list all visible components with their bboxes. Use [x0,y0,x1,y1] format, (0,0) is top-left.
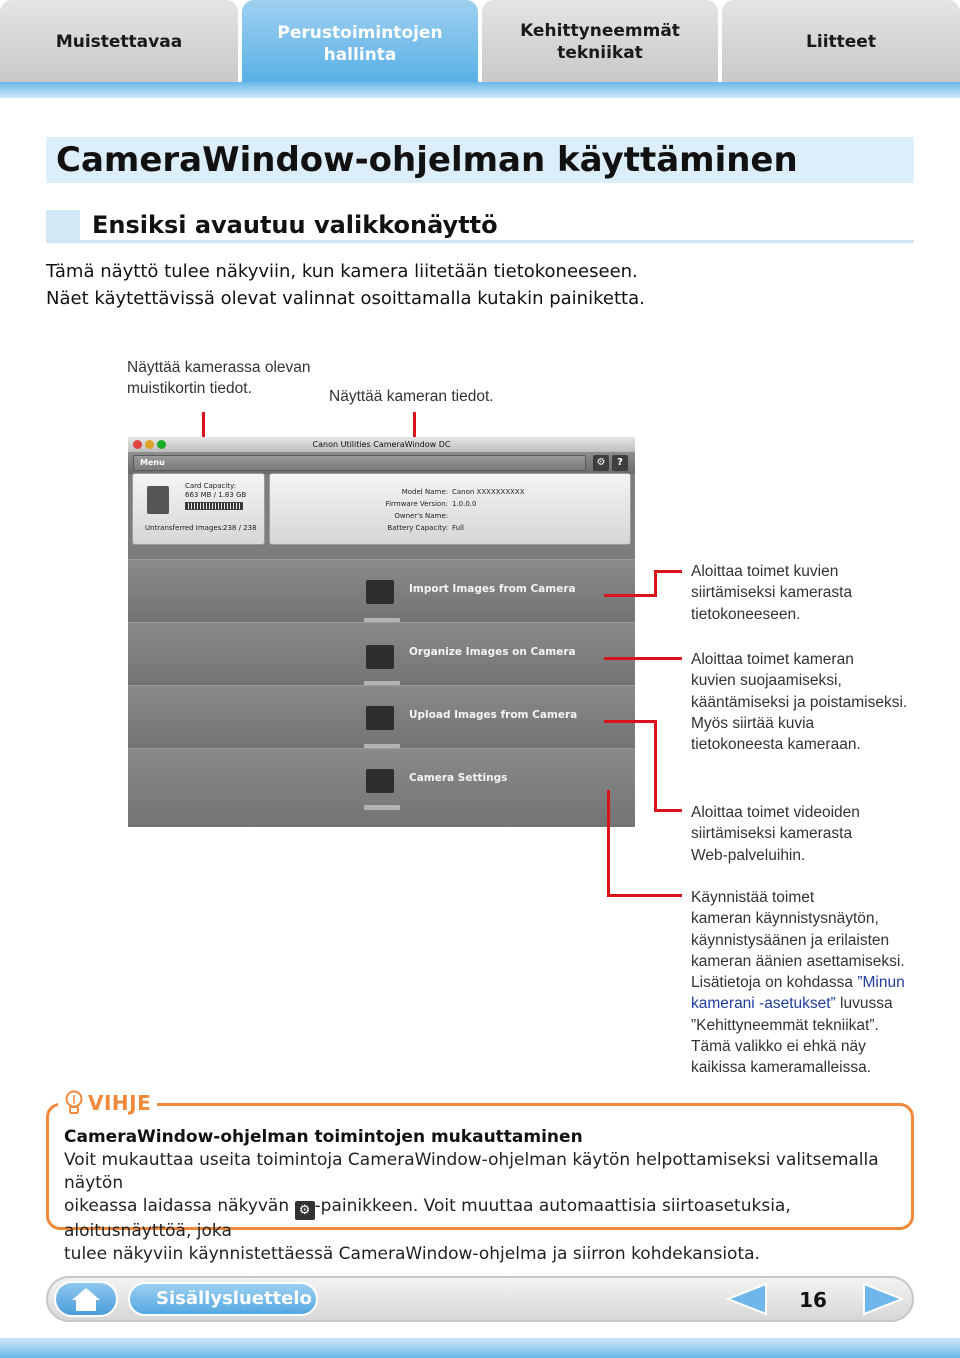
callout-line: siirtämiseksi kamerasta [691,825,853,843]
previous-page-arrow-icon[interactable] [722,1280,772,1318]
lightbulb-icon [64,1090,84,1116]
section-heading-block [46,210,914,243]
hint-tag [58,1088,157,1118]
callout-line: Myös siirtää kuvia [691,714,815,732]
callout-line: Aloittaa toimet videoiden [691,804,860,821]
tab-label: Liitteet [806,32,876,52]
tab-liitteet[interactable] [722,0,960,84]
import-images-row[interactable] [128,559,635,622]
zoom-dot-icon[interactable] [157,440,166,449]
intro-text [46,258,906,312]
tab-underline [0,82,960,98]
battery-value: Full [452,524,464,532]
callout-line: käynnistysäänen ja erilaisten [691,931,890,949]
my-camera-settings-link[interactable]: ”Minun [857,974,905,992]
app-window-title: Canon Utilities CameraWindow DC [312,440,451,449]
card-capacity-value: 663 MB / 1.83 GB [185,491,247,499]
callout-line: Aloittaa toimet kameran [691,651,854,668]
callout-camera-info: Näyttää kameran tiedot. [329,388,494,405]
card-capacity-label: Card Capacity: [185,482,237,490]
tab-perustoimintojen-hallinta[interactable] [242,0,478,88]
page-number: 16 [799,1288,827,1312]
row-divider-grip [364,805,400,810]
function-label: Import Images from Camera [409,583,576,595]
app-toolbar [128,452,635,474]
callout-organize [691,649,907,755]
menu-button[interactable]: Menu [133,455,586,471]
callout-line: kuvien suojaamiseksi, [691,672,842,690]
firmware-label: Firmware Version: [385,500,448,508]
minimize-dot-icon[interactable] [145,440,154,449]
memory-card-icon [147,486,169,514]
callout-text: luvussa [835,995,893,1013]
upload-icon [366,706,394,730]
callout-line-upload-v [654,720,657,812]
camera-icon [366,769,394,793]
next-page-arrow-icon[interactable] [858,1280,908,1318]
callout-line: kääntämiseksi ja poistamiseksi. [691,693,908,711]
callout-line: kameran käynnistysnäytön, [691,910,879,928]
tab-label: Muistettavaa [55,32,183,52]
page-title: CameraWindow-ohjelman käyttäminen [46,137,914,183]
intro-line: Tämä näyttö tulee näkyviin, kun kamera liitetään tietokoneeseen. [46,261,638,282]
callout-line: muistikortin tiedot. [127,380,252,398]
folder-icon [366,645,394,669]
function-label: Upload Images from Camera [409,709,578,721]
import-icon [366,580,394,604]
upload-images-row[interactable] [128,685,635,748]
battery-label: Battery Capacity: [387,524,448,532]
hint-label: VIHJE [88,1091,152,1115]
callout-text: Lisätietoja on kohdassa [691,974,858,992]
callout-line: Aloittaa toimet kuvien [691,563,839,580]
owner-label: Owner's Name: [394,512,448,520]
callout-line: tietokoneesta kameraan. [691,736,861,754]
function-label: Organize Images on Camera [409,646,576,658]
hint-body [64,1149,904,1266]
hint-line [64,1195,904,1243]
tab-label: Perustoimintojen hallinta [277,23,443,65]
home-button[interactable] [54,1281,118,1317]
untransferred-value: 238 / 238 [223,524,257,532]
callout-line-settings-v [607,790,610,897]
callout-line: ”Kehittyneemmät tekniikat”. [691,1016,879,1034]
hint-text: -painikkeen. Voit muuttaa automaattisia siirtoasetuksia, aloitusnäyttöä, joka [64,1196,791,1241]
callout-upload [691,802,860,866]
callout-card-info [127,357,311,400]
callout-line-upload-h [654,809,682,812]
firmware-value: 1.0.0.0 [452,500,477,508]
callout-line: Web-palveluihin. [691,846,806,864]
callout-settings [691,887,905,1079]
help-icon[interactable]: ? [612,455,628,471]
callout-line: kameran äänien asettamiseksi. [691,952,905,970]
camera-settings-row[interactable] [128,748,635,827]
callout-line-upload [604,720,656,723]
tab-muistettavaa[interactable] [0,0,238,84]
settings-gear-icon[interactable]: ⚙ [593,455,609,471]
close-dot-icon[interactable] [133,440,142,449]
model-name-value: Canon XXXXXXXXXX [452,488,525,496]
callout-line-settings-h [607,894,682,897]
callout-line: Näyttää kamerassa olevan [127,359,311,376]
bottom-strip [0,1338,960,1358]
hint-text: oikeassa laidassa näkyvän [64,1196,295,1216]
callout-line: siirtämiseksi kamerasta [691,584,853,602]
function-label: Camera Settings [409,772,508,784]
heading-marker [46,210,80,240]
callout-line: Käynnistää toimet [691,889,815,906]
section-heading: Ensiksi avautuu valikkonäyttö [92,211,498,239]
card-info-panel [132,473,265,545]
callout-line-organize [604,657,682,660]
table-of-contents-button[interactable]: Sisällysluettelo [128,1282,318,1316]
hint-line: tulee näkyviin käynnistettäessä CameraWindow-ohjelma ja siirron kohdekansiota. [64,1244,760,1264]
callout-import [691,561,852,625]
callout-line: kaikissa kameramalleissa. [691,1059,872,1077]
callout-line [691,993,905,1014]
callout-line-import-h [654,570,682,573]
model-name-label: Model Name: [401,488,448,496]
callout-line-import-v [654,570,657,597]
app-title-bar [128,437,635,452]
tab-kehittyneemmat-tekniikat[interactable] [482,0,718,84]
top-tab-bar [0,0,960,98]
callout-line [691,972,905,993]
untransferred-label: Untransferred Images: [145,524,224,532]
intro-line: Näet käytettävissä olevat valinnat osoittamalla kutakin painiketta. [46,288,645,309]
hint-title: CameraWindow-ohjelman toimintojen mukauttaminen [64,1127,583,1147]
callout-line: tietokoneeseen. [691,605,801,623]
camerawindow-screenshot [128,437,635,827]
callout-line: Tämä valikko ei ehkä näy [691,1038,866,1056]
camera-info-panel [269,473,631,545]
home-icon [56,1283,116,1315]
organize-images-row[interactable] [128,622,635,685]
tab-label: Kehittyneemmät tekniikat [520,21,680,63]
gear-icon: ⚙ [295,1201,315,1220]
card-capacity-bar [185,502,243,510]
my-camera-settings-link[interactable]: kamerani -asetukset” [691,995,836,1013]
callout-line-import [604,594,656,597]
hint-line: Voit mukauttaa useita toimintoja CameraWindow-ohjelman käytön helpottamiseksi valitsemalla näytön [64,1150,879,1193]
